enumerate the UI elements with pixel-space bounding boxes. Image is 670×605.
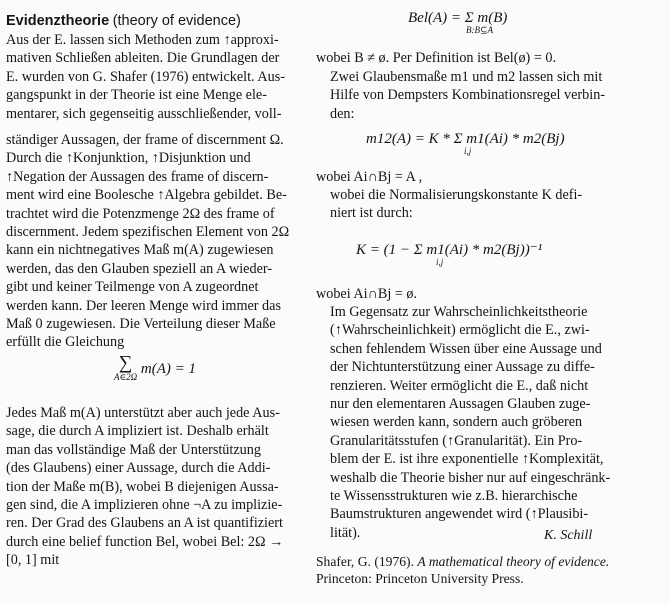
equation-constant-index: i,j (436, 257, 444, 267)
comparison-line: schen fehlendem Wissen über eine Aussage und (330, 340, 602, 357)
line-wobei-2: wobei Ai∩Bj = A , (316, 169, 423, 185)
line-wobei-1: wobei B ≠ ø. Per Definition ist Bel(ø) = 0. (316, 50, 557, 66)
paragraph-comparison (316, 303, 612, 542)
frame-line: ment wird eine Boolesche ↑Algebra gebildet. Be- (6, 187, 287, 204)
frame-line: werden kann. Der leeren Menge wird immer das (6, 297, 281, 314)
frame-line: Durch die ↑Konjunktion, ↑Disjunktion und (6, 150, 251, 167)
equation-sum-body: m(A) = 1 (140, 361, 197, 378)
equation-constant (356, 240, 542, 267)
intro-line: mentarer, sich gegenseitig ausschließender, voll- (6, 105, 282, 122)
reference-title: A mathematical theory of evidence. (417, 554, 610, 569)
equation-belief (408, 10, 507, 36)
belief-line: gen sind, die A implizieren ohne ¬A zu implizie- (6, 497, 283, 514)
intro-line: Aus der E. lassen sich Methoden zum ↑approxi- (6, 32, 279, 48)
comparison-line: der Nichtunterstützung einer Aussage zu diffe- (330, 359, 595, 376)
entry-heading (6, 12, 302, 30)
equation-combination-index: i,j (464, 146, 472, 156)
equation-sum-mass: ∑ A∈2Ω m(A) = 1 (114, 352, 197, 382)
comparison-line: (↑Wahrscheinlichkeit) ermöglicht die E., zwi- (330, 322, 590, 339)
entry-gloss: (theory of evidence) (112, 13, 241, 29)
belief-line: [0, 1] mit (6, 552, 60, 569)
frame-line: ständiger Aussagen, der frame of discernment Ω. (6, 132, 284, 148)
comparison-line: Granularitätsstufen (↑Granularität). Ein Pro- (330, 432, 583, 449)
frame-line: ↑Negation der Aussagen des frame of discern- (6, 168, 269, 185)
equation-combination (366, 131, 565, 156)
line-wobei-3: wobei Ai∩Bj = ø. (316, 286, 418, 302)
comparison-line: blem der E. ist ihre exponentielle ↑Komplexität, (330, 451, 604, 468)
equation-belief-index: B:B⊆A (466, 25, 494, 35)
comparison-line: lität). (330, 524, 361, 541)
comparison-line: te Wissensstrukturen wie z.B. hierarchische (330, 488, 578, 505)
comparison-line: wiesen werden kann, sondern auch gröberen (330, 414, 583, 431)
frame-line: Maß 0 zugewiesen. Die Verteilung dieser Maße (6, 316, 276, 333)
paragraph-belief (6, 404, 302, 570)
reference-author: Shafer, G. (1976). (316, 554, 418, 569)
dempster-line: den: (330, 105, 355, 122)
frame-line: erfüllt die Gleichung (6, 334, 125, 351)
entry-title: Evidenztheorie (6, 13, 110, 29)
comparison-line: renzieren. Weiter ermöglicht die E., daß nicht (330, 377, 589, 394)
intro-line: gangspunkt in der Theorie ist eine Menge ele- (6, 87, 267, 104)
comparison-line: weshalb die Theorie bisher nur auf eingeschränk- (330, 469, 611, 486)
dempster-line: Zwei Glaubensmaße m1 und m2 lassen sich mit (330, 69, 603, 85)
intro-line: E. wurden von G. Shafer (1976) entwickelt. Aus- (6, 68, 285, 85)
comparison-line: nur den elementaren Aussagen Glauben zuge- (330, 396, 591, 413)
belief-line: ren. Der Grad des Glaubens an A ist quantifiziert (6, 515, 283, 532)
reference (316, 553, 626, 587)
frame-line: werden, das den Glauben speziell an A wieder- (6, 260, 273, 277)
frame-line: kann ein nichtnegatives Maß m(A) zugewiesen (6, 242, 274, 259)
belief-line: tion der Maße m(B), wobei B diejenigen Aussa- (6, 478, 279, 495)
paragraph-frame (6, 131, 302, 352)
comparison-line: Im Gegensatz zur Wahrscheinlichkeitstheorie (330, 304, 588, 320)
intro-line: mativen Schließen ableiten. Die Grundlagen der (6, 50, 280, 67)
paragraph-intro (6, 31, 302, 123)
frame-line: discernment. Jedem spezifischen Element von 2Ω (6, 224, 290, 241)
equation-constant-body: K = (1 − Σ m1(Ai) * m2(Bj))⁻¹ (356, 242, 543, 258)
equation-sum-index: A∈2Ω (114, 371, 138, 382)
reference-publisher: Princeton: Princeton University Press. (316, 571, 524, 586)
normalization-line: niert ist durch: (330, 205, 413, 222)
belief-line: sage, die durch A impliziert ist. Deshalb erhält (6, 423, 269, 440)
normalization-line: wobei die Normalisierungskonstante K defi- (330, 187, 583, 203)
paragraph-dempster (316, 68, 612, 123)
belief-line: durch eine belief function Bel, wobei Bel: 2Ω → (6, 533, 284, 550)
paragraph-normalization (316, 186, 612, 223)
equation-combination-body: m12(A) = K * Σ m1(Ai) * m2(Bj) (366, 131, 565, 147)
belief-line: (des Glaubens) einer Aussage, durch die Addi- (6, 460, 271, 477)
frame-line: trachtet wird die Potenzmenge 2Ω des frame of (6, 205, 275, 222)
frame-line: gibt und keiner Teilmenge von A zugeordnet (6, 279, 259, 296)
equation-belief-body: Bel(A) = Σ m(B) (408, 10, 508, 26)
dempster-line: Hilfe von Dempsters Kombinationsregel verbin- (330, 87, 606, 104)
comparison-line: Baumstrukturen angewendet wird (↑Plausibi- (330, 506, 589, 523)
author-signature: K. Schill (544, 528, 593, 543)
belief-line: man das vollständige Maß der Unterstützung (6, 441, 261, 458)
belief-line: Jedes Maß m(A) unterstützt aber auch jede Aus- (6, 405, 280, 421)
